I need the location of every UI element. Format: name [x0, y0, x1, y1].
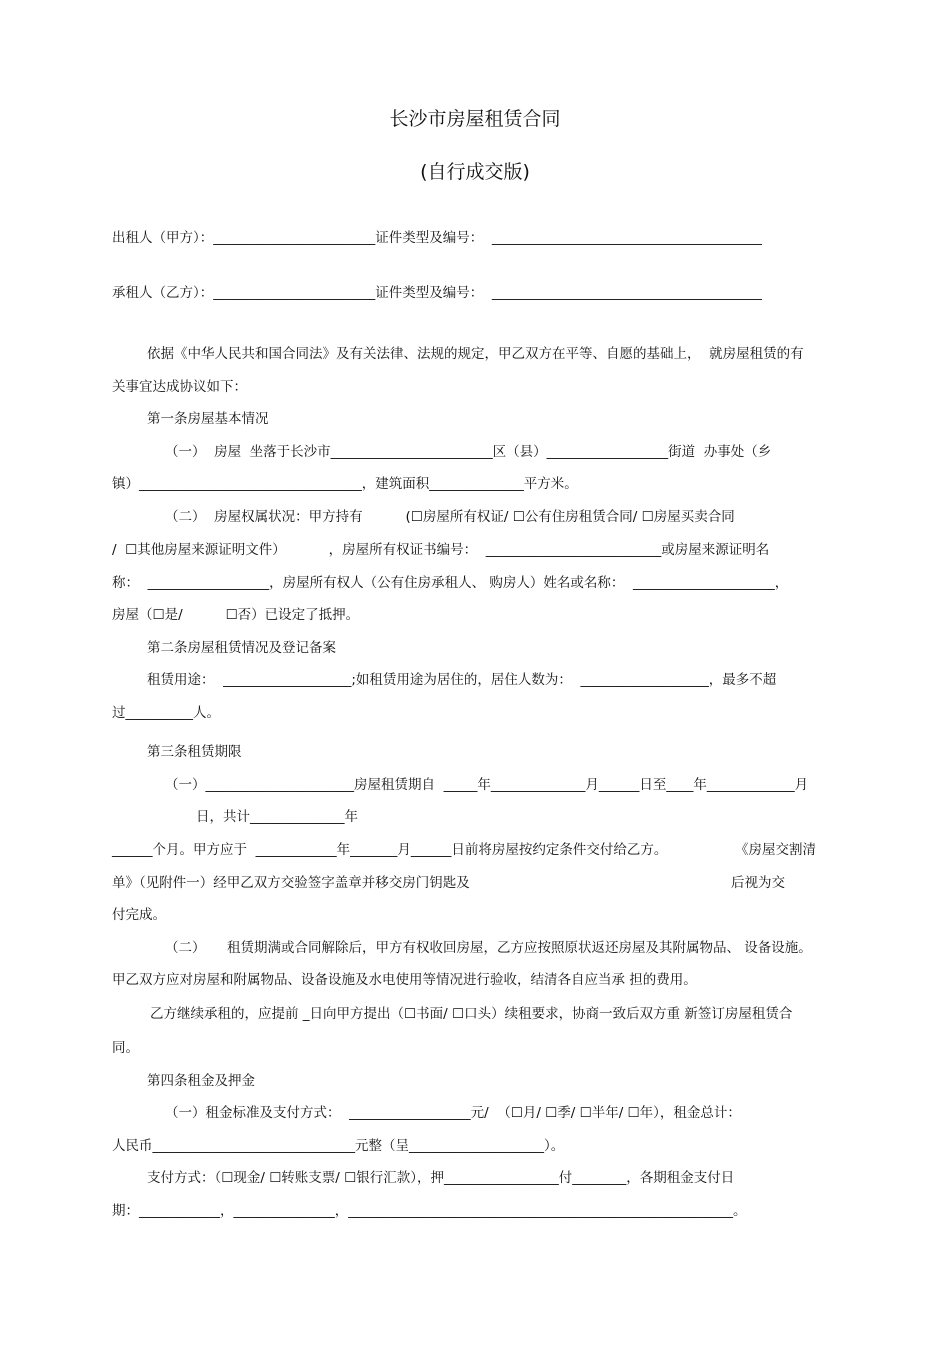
lessee-line: 承租人（乙方）：________________________证件类型及编号： ________________________________________ [112, 285, 762, 301]
paragraph-line: 过__________人。 [112, 705, 220, 721]
paragraph-line: （二） 租赁期满或合同解除后，甲方有权收回房屋，乙方应按照原状返还房屋及其附属物品、 设备设施。 [165, 940, 812, 956]
paragraph-line: 称： __________________，房屋所有权人（公有住房承租人、 购房人）姓名或名称： _____________________， [112, 575, 789, 591]
paragraph-line: 镇）_________________________________，建筑面积______________平方米。 [112, 476, 578, 492]
paragraph-line: （一） 房屋 坐落于长沙市________________________区（县）__________________街道 办事处（乡 [165, 444, 772, 460]
article-heading: 第三条租赁期限 [147, 744, 242, 760]
lessor-line: 出租人（甲方）：________________________证件类型及编号： ________________________________________ [112, 230, 762, 246]
paragraph-line: （一）______________________房屋租赁期自 _____年______________月______日至____年_____________月 [165, 777, 809, 793]
paragraph-line: （二） 房屋权属状况：甲方持有 (☐房屋所有权证/ ☐公有住房租赁合同/ ☐房屋买卖合同 [165, 509, 735, 525]
paragraph-line: 期：____________，_______________，_________________________________________________________。 [112, 1203, 747, 1219]
paragraph-line: 租赁用途： ___________________;如租赁用途为居住的，居住人数为： ___________________，最多不超 [147, 672, 777, 688]
paragraph-line: 人民币______________________________元整（呈____________________）。 [112, 1138, 565, 1154]
paragraph-line: （一）租金标准及支付方式： __________________元/ （☐月/ ☐季/ ☐半年/ ☐年），租金总计： [165, 1105, 741, 1121]
paragraph-line: 付完成。 [112, 907, 166, 923]
preamble-line: 依据《中华人民共和国合同法》及有关法律、法规的规定，甲乙双方在平等、自愿的基础上， 就房屋租赁的有 [147, 346, 804, 362]
paragraph-line: 甲乙双方应对房屋和附属物品、设备设施及水电使用等情况进行验收，结清各自应当承 担的费用。 [112, 972, 697, 988]
paragraph-line: ______个月。甲方应于 ____________年_______月______日前将房屋按约定条件交付给乙方。 [112, 842, 668, 858]
paragraph-line: 支付方式：（☐现金/ ☐转账支票/ ☐银行汇款），押_________________付________，各期租金支付日 [147, 1170, 735, 1186]
document-subtitle: (自行成交版) [420, 161, 530, 183]
article-heading: 第四条租金及押金 [147, 1073, 255, 1089]
paragraph-line: 后视为交 [731, 875, 785, 891]
document-title: 长沙市房屋租赁合同 [389, 108, 561, 130]
paragraph-line: 乙方继续承租的，应提前 _日向甲方提出（☐书面/ ☐口头）续租要求，协商一致后双方重 新签订房屋租赁合 [150, 1006, 793, 1022]
article-heading: 第一条房屋基本情况 [147, 411, 269, 427]
paragraph-line: 房屋（☐是/ ☐否）已设定了抵押。 [112, 607, 360, 623]
paragraph-line: 同。 [112, 1040, 139, 1056]
paragraph-line: / ☐其他房屋来源证明文件） ，房屋所有权证书编号： __________________________或房屋来源证明名 [112, 542, 770, 558]
paragraph-line: 单》（见附件一）经甲乙双方交验签字盖章并移交房门钥匙及 [112, 875, 470, 891]
preamble-line: 关事宜达成协议如下： [112, 379, 247, 395]
article-heading: 第二条房屋租赁情况及登记备案 [147, 640, 336, 656]
paragraph-line: 《房屋交割清 [735, 842, 816, 858]
paragraph-line: 日，共计______________年 [196, 809, 358, 825]
